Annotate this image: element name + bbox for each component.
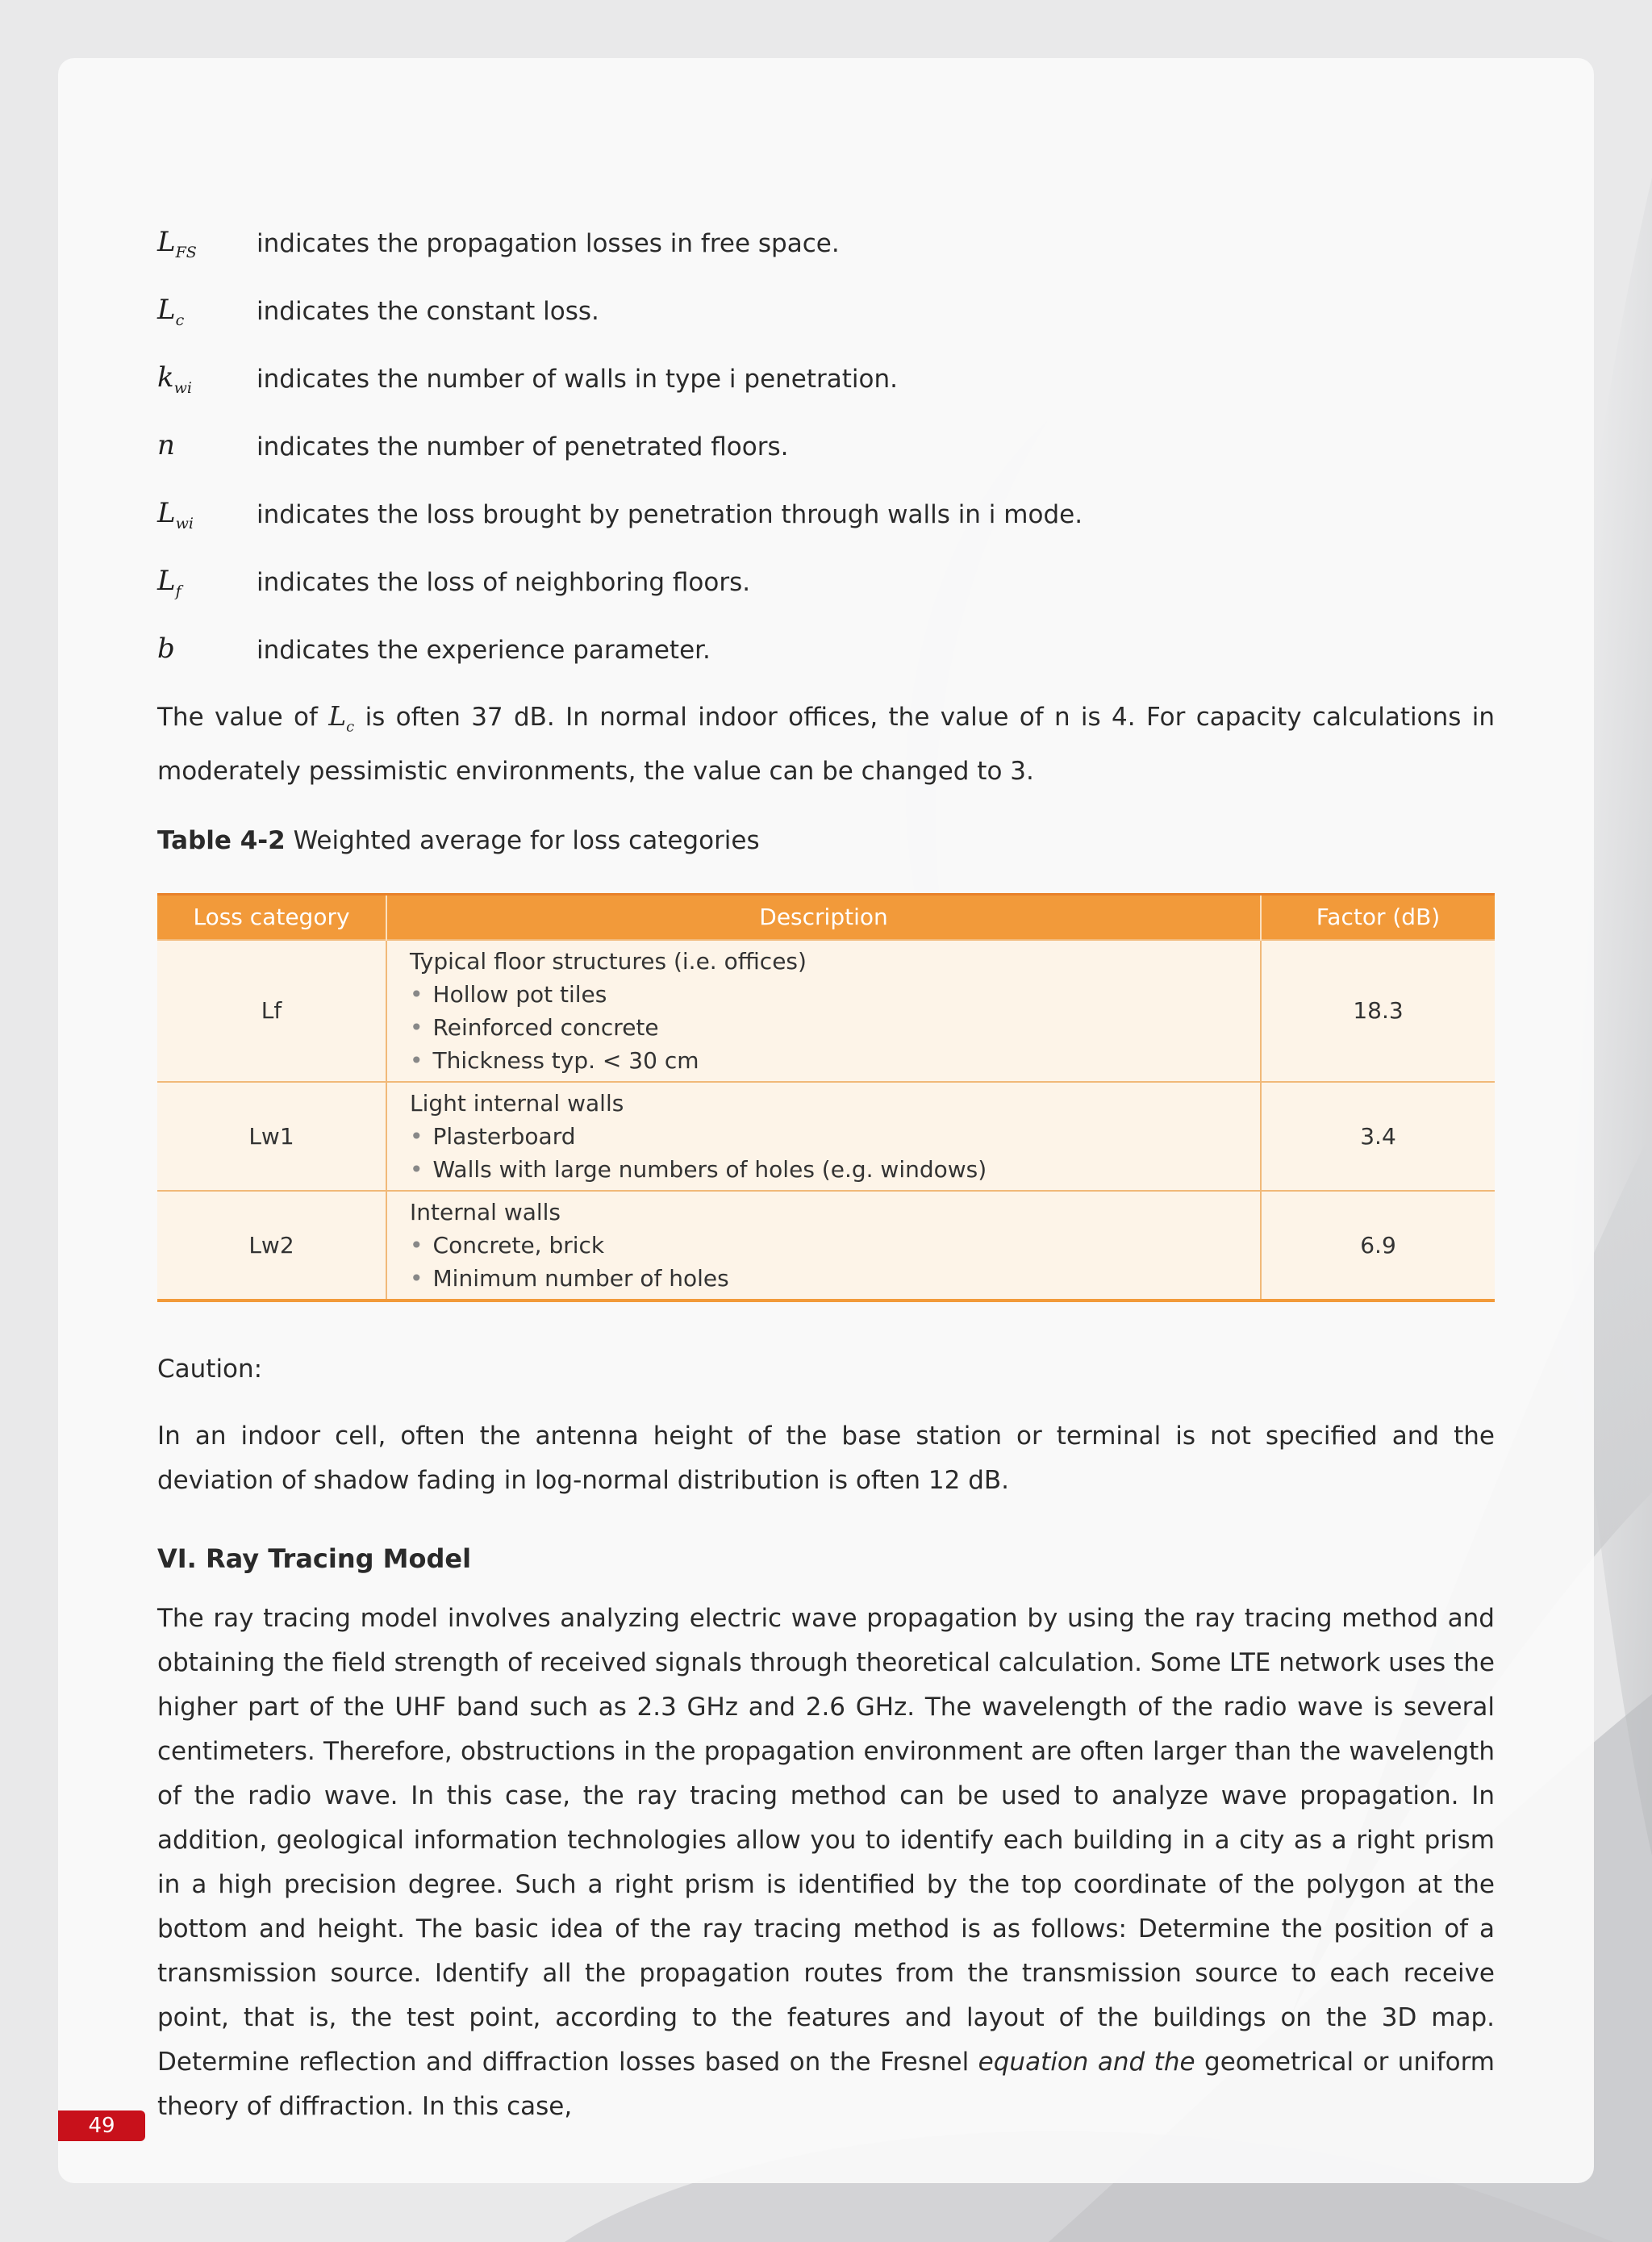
lc-symbol: $L_c$	[328, 700, 355, 736]
loss-category-table	[157, 893, 1495, 1302]
table-caption	[157, 826, 1495, 855]
description-title: Light internal walls	[410, 1089, 624, 1117]
definition-text: indicates the experience parameter.	[257, 636, 711, 665]
definition-text: indicates the constant loss.	[257, 297, 599, 326]
symbol: $L_f$	[157, 565, 181, 600]
definition-item	[157, 210, 1495, 278]
description-cell	[386, 1191, 1261, 1301]
description-cell	[386, 1082, 1261, 1191]
loss-category-cell: Lw1	[157, 1082, 386, 1191]
description-title: Typical floor structures (i.e. offices)	[410, 947, 807, 975]
definition-text: indicates the number of penetrated floors.	[257, 432, 789, 461]
table-caption-text: Weighted average for loss categories	[285, 825, 760, 855]
factor-cell: 18.3	[1261, 940, 1495, 1082]
table-row	[157, 1191, 1495, 1301]
definition-list	[157, 210, 1495, 684]
description-bullet: • Hollow pot tiles	[410, 980, 607, 1008]
description-bullet: • Minimum number of holes	[410, 1264, 729, 1292]
caution-text: In an indoor cell, often the antenna height of the base station or terminal is not specified and the deviation of shadow fading in log-normal distribution is often 12 dB.	[157, 1421, 1495, 1495]
symbol: $L_{FS}$	[157, 226, 197, 261]
caution-label: Caution:	[157, 1354, 263, 1384]
table-row	[157, 940, 1495, 1082]
header-description: Description	[386, 894, 1261, 940]
definition-item	[157, 549, 1495, 616]
lc-paragraph: The value of $L_c$ is often 37 dB. In normal indoor offices, the value of n is 4. For capacity calculations in moderately pessimistic environments, the value can be changed to 3.	[157, 700, 1495, 786]
table-caption-label: Table 4-2	[157, 825, 286, 855]
factor-cell: 3.4	[1261, 1082, 1495, 1191]
definition-item	[157, 481, 1495, 549]
header-loss-category: Loss category	[157, 894, 386, 940]
symbol: $L_c$	[157, 294, 185, 329]
description-bullet: • Concrete, brick	[410, 1231, 605, 1259]
definition-item	[157, 616, 1495, 684]
description-bullet: • Plasterboard	[410, 1122, 576, 1150]
description-bullet: • Reinforced concrete	[410, 1013, 659, 1041]
loss-category-cell: Lf	[157, 940, 386, 1082]
definition-text: indicates the number of walls in type i penetration.	[257, 365, 898, 394]
description-bullet: • Thickness typ. < 30 cm	[410, 1046, 699, 1074]
page-content	[157, 210, 1495, 2129]
symbol: $k_{wi}$	[157, 361, 192, 397]
definition-text: indicates the loss brought by penetration through walls in i mode.	[257, 500, 1083, 529]
definition-item	[157, 278, 1495, 345]
loss-category-cell: Lw2	[157, 1191, 386, 1301]
description-bullet: • Walls with large numbers of holes (e.g. windows)	[410, 1155, 987, 1183]
description-cell	[386, 940, 1261, 1082]
header-factor: Factor (dB)	[1261, 894, 1495, 940]
definition-text: indicates the propagation losses in free space.	[257, 229, 840, 258]
table-header-row	[157, 894, 1495, 940]
symbol: b	[157, 633, 175, 666]
section-body: The ray tracing model involves analyzing electric wave propagation by using the ray tracing method and obtaining the field strength of received signals through theoretical calculation. Some LTE network uses the higher part of the UHF band such as 2.3 GHz and 2.6 GHz. The wavelength of the radio wave is several centimeters. Therefore, obstructions in the propagation environment are often larger than the wavelength of the radio wave. In this case, the ray tracing method can be used to analyze wave propagation. In addition, geological information technologies allow you to identify each building in a city as a right prism in a high precision degree. Such a right prism is identified by the top coordinate of the polygon at the bottom and height. The basic idea of the ray tracing method is as follows: Determine the position of a transmission source. Identify all the propagation routes from the transmission source to each receive point, that is, the test point, according to the features and layout of the buildings on the 3D map. Determine reflection and diffraction losses based on the Fresnel equation and the geometrical or uniform theory of diffraction. In this case,	[157, 1603, 1495, 2121]
definition-item	[157, 413, 1495, 481]
factor-cell: 6.9	[1261, 1191, 1495, 1301]
page-number: 49	[58, 2110, 145, 2141]
definition-item	[157, 345, 1495, 413]
description-title: Internal walls	[410, 1198, 561, 1225]
definition-text: indicates the loss of neighboring floors.	[257, 568, 751, 597]
table-row	[157, 1082, 1495, 1191]
symbol: $L_{wi}$	[157, 497, 194, 532]
section-title: VI. Ray Tracing Model	[157, 1543, 472, 1574]
symbol: n	[157, 429, 175, 462]
